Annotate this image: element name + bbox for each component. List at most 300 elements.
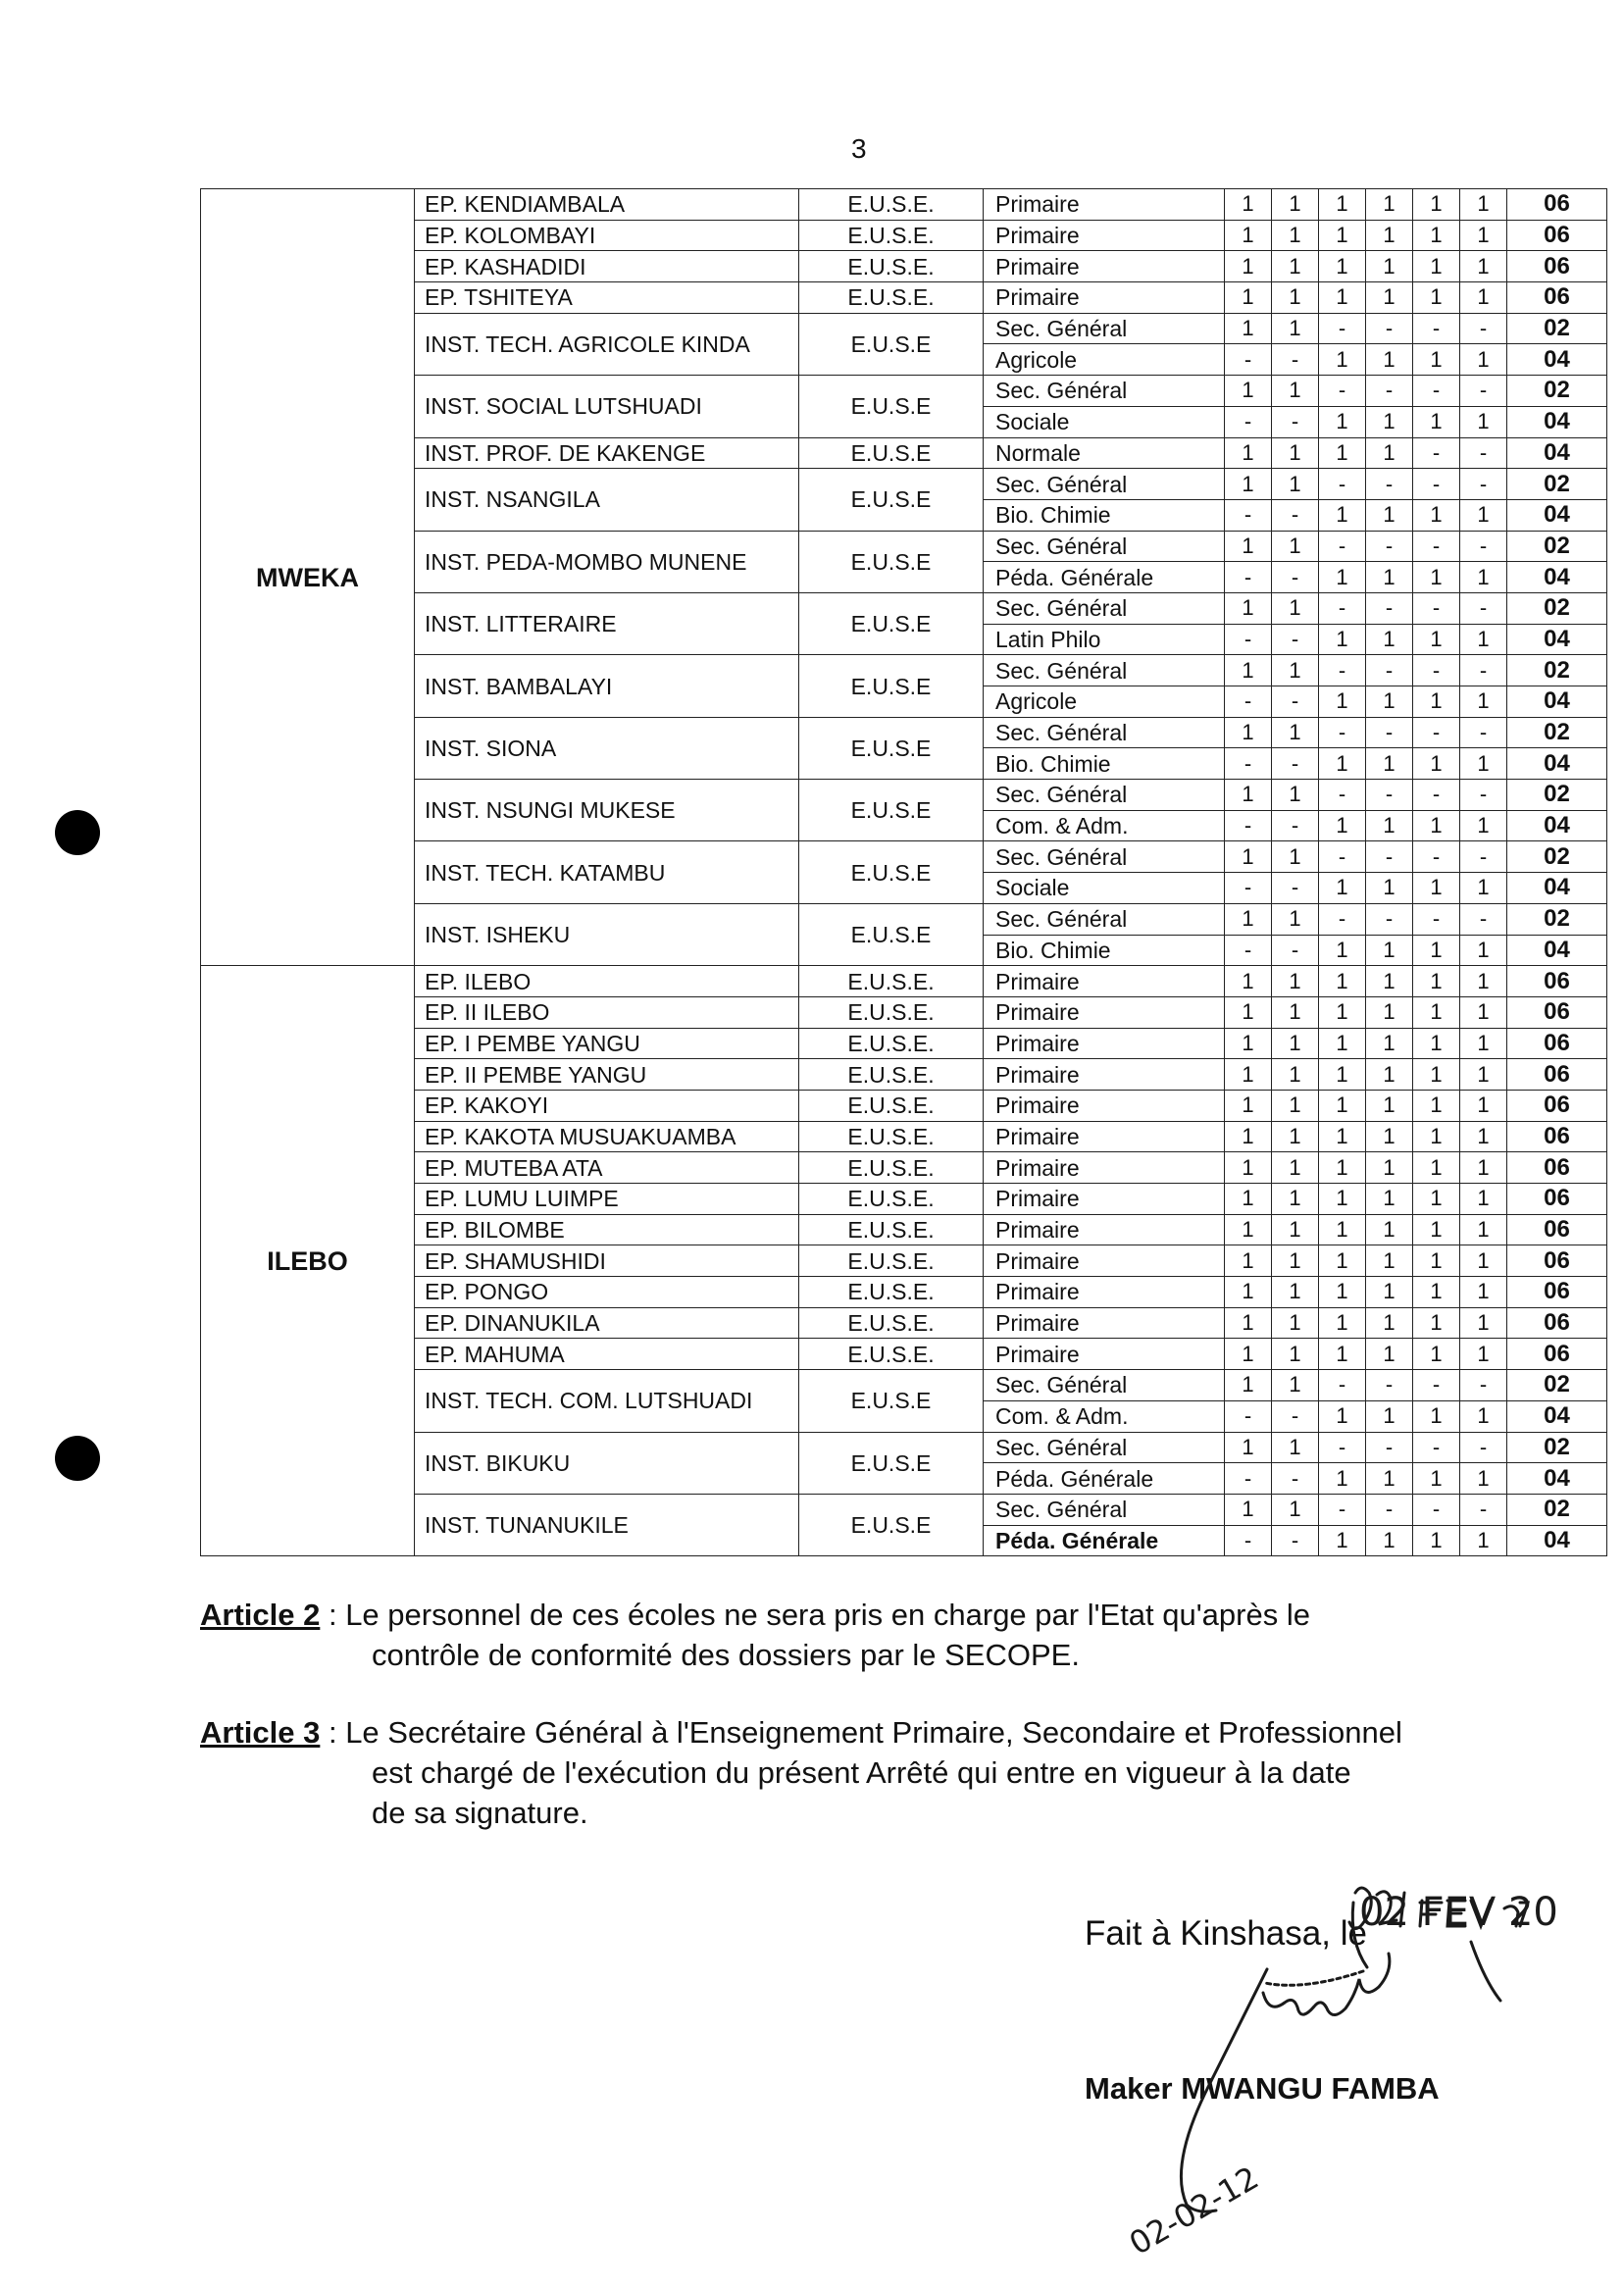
year-cell: 1 bbox=[1225, 1245, 1272, 1277]
article-label: Article 3 bbox=[200, 1715, 321, 1750]
school-name: EP. MAHUMA bbox=[415, 1339, 799, 1370]
year-cell: 1 bbox=[1272, 1059, 1319, 1091]
option-name: Primaire bbox=[984, 189, 1225, 221]
option-name: Primaire bbox=[984, 1214, 1225, 1245]
year-cell: 1 bbox=[1225, 313, 1272, 344]
year-cell: 1 bbox=[1460, 189, 1507, 221]
school-type: E.U.S.E bbox=[799, 592, 984, 654]
year-cell: 1 bbox=[1319, 1184, 1366, 1215]
school-type: E.U.S.E bbox=[799, 376, 984, 437]
year-cell: 1 bbox=[1225, 469, 1272, 500]
signature-date: 02-02-12 bbox=[1123, 2159, 1265, 2262]
option-name: Sociale bbox=[984, 873, 1225, 904]
year-cell: - bbox=[1413, 903, 1460, 935]
year-cell: 1 bbox=[1413, 1184, 1460, 1215]
article-text-rest: est chargé de l'exécution du présent Arrêté qui entre en vigueur à la date de sa signature. bbox=[372, 1755, 1351, 1830]
year-cell: - bbox=[1413, 437, 1460, 469]
year-cell: 1 bbox=[1272, 1277, 1319, 1308]
year-cell: - bbox=[1413, 841, 1460, 873]
school-type: E.U.S.E. bbox=[799, 1214, 984, 1245]
year-cell: - bbox=[1319, 531, 1366, 562]
year-cell: 1 bbox=[1319, 406, 1366, 437]
total-cell: 06 bbox=[1507, 996, 1607, 1028]
school-type: E.U.S.E bbox=[799, 531, 984, 592]
year-cell: 1 bbox=[1272, 1090, 1319, 1121]
school-type: E.U.S.E bbox=[799, 313, 984, 375]
year-cell: 1 bbox=[1413, 562, 1460, 593]
year-cell: 1 bbox=[1413, 1463, 1460, 1495]
year-cell: 1 bbox=[1460, 406, 1507, 437]
year-cell: 1 bbox=[1366, 996, 1413, 1028]
year-cell: 1 bbox=[1319, 624, 1366, 655]
year-cell: 1 bbox=[1460, 251, 1507, 282]
article-2: Article 2 : Le personnel de ces écoles ne sera pris en charge par l'Etat qu'après le contrôle de conformité des dossiers par le SECOPE. bbox=[200, 1595, 1548, 1675]
year-cell: 1 bbox=[1319, 282, 1366, 314]
year-cell: 1 bbox=[1413, 1059, 1460, 1091]
school-type: E.U.S.E. bbox=[799, 1245, 984, 1277]
year-cell: - bbox=[1413, 313, 1460, 344]
year-cell: 1 bbox=[1319, 1400, 1366, 1432]
option-name: Sec. Général bbox=[984, 376, 1225, 407]
total-cell: 06 bbox=[1507, 251, 1607, 282]
year-cell: 1 bbox=[1460, 1400, 1507, 1432]
school-type: E.U.S.E. bbox=[799, 1339, 984, 1370]
year-cell: 1 bbox=[1413, 935, 1460, 966]
punch-hole bbox=[55, 810, 100, 855]
option-name: Primaire bbox=[984, 1090, 1225, 1121]
year-cell: 1 bbox=[1225, 1307, 1272, 1339]
year-cell: 1 bbox=[1413, 282, 1460, 314]
year-cell: 1 bbox=[1460, 1152, 1507, 1184]
year-cell: 1 bbox=[1413, 748, 1460, 780]
year-cell: - bbox=[1272, 748, 1319, 780]
school-name: EP. KAKOTA MUSUAKUAMBA bbox=[415, 1121, 799, 1152]
year-cell: - bbox=[1460, 1370, 1507, 1401]
year-cell: - bbox=[1225, 748, 1272, 780]
year-cell: - bbox=[1225, 810, 1272, 841]
total-cell: 04 bbox=[1507, 1463, 1607, 1495]
year-cell: - bbox=[1272, 810, 1319, 841]
year-cell: - bbox=[1460, 717, 1507, 748]
option-name: Primaire bbox=[984, 1121, 1225, 1152]
year-cell: 1 bbox=[1225, 1090, 1272, 1121]
year-cell: 1 bbox=[1225, 1370, 1272, 1401]
school-type: E.U.S.E. bbox=[799, 282, 984, 314]
year-cell: - bbox=[1413, 1370, 1460, 1401]
year-cell: 1 bbox=[1272, 1028, 1319, 1059]
option-name: Com. & Adm. bbox=[984, 810, 1225, 841]
year-cell: 1 bbox=[1413, 1214, 1460, 1245]
year-cell: 1 bbox=[1225, 189, 1272, 221]
school-type: E.U.S.E bbox=[799, 717, 984, 779]
year-cell: 1 bbox=[1319, 1307, 1366, 1339]
year-cell: 1 bbox=[1366, 1525, 1413, 1556]
punch-hole bbox=[55, 1436, 100, 1481]
total-cell: 04 bbox=[1507, 344, 1607, 376]
year-cell: 1 bbox=[1225, 282, 1272, 314]
option-name: Latin Philo bbox=[984, 624, 1225, 655]
option-name: Primaire bbox=[984, 1152, 1225, 1184]
school-name: INST. ISHEKU bbox=[415, 903, 799, 965]
year-cell: - bbox=[1272, 1525, 1319, 1556]
option-name: Péda. Générale bbox=[984, 562, 1225, 593]
year-cell: - bbox=[1225, 873, 1272, 904]
year-cell: - bbox=[1319, 469, 1366, 500]
year-cell: 1 bbox=[1319, 1059, 1366, 1091]
school-name: EP. DINANUKILA bbox=[415, 1307, 799, 1339]
year-cell: 1 bbox=[1272, 592, 1319, 624]
total-cell: 02 bbox=[1507, 469, 1607, 500]
year-cell: 1 bbox=[1319, 935, 1366, 966]
year-cell: 1 bbox=[1413, 220, 1460, 251]
year-cell: 1 bbox=[1319, 1463, 1366, 1495]
total-cell: 02 bbox=[1507, 531, 1607, 562]
year-cell: 1 bbox=[1225, 1121, 1272, 1152]
year-cell: 1 bbox=[1413, 1339, 1460, 1370]
option-name: Péda. Générale bbox=[984, 1463, 1225, 1495]
year-cell: 1 bbox=[1272, 1121, 1319, 1152]
school-type: E.U.S.E bbox=[799, 841, 984, 903]
school-name: EP. KASHADIDI bbox=[415, 251, 799, 282]
school-type: E.U.S.E. bbox=[799, 251, 984, 282]
school-type: E.U.S.E. bbox=[799, 1028, 984, 1059]
year-cell: 1 bbox=[1272, 780, 1319, 811]
year-cell: 1 bbox=[1319, 437, 1366, 469]
year-cell: 1 bbox=[1319, 1090, 1366, 1121]
total-cell: 06 bbox=[1507, 1277, 1607, 1308]
total-cell: 04 bbox=[1507, 873, 1607, 904]
year-cell: 1 bbox=[1272, 903, 1319, 935]
total-cell: 04 bbox=[1507, 499, 1607, 531]
year-cell: 1 bbox=[1460, 1245, 1507, 1277]
school-type: E.U.S.E. bbox=[799, 1277, 984, 1308]
option-name: Bio. Chimie bbox=[984, 935, 1225, 966]
year-cell: 1 bbox=[1366, 1152, 1413, 1184]
year-cell: - bbox=[1319, 841, 1366, 873]
year-cell: 1 bbox=[1272, 1370, 1319, 1401]
year-cell: 1 bbox=[1366, 873, 1413, 904]
option-name: Sec. Général bbox=[984, 717, 1225, 748]
year-cell: 1 bbox=[1460, 996, 1507, 1028]
year-cell: 1 bbox=[1460, 935, 1507, 966]
year-cell: 1 bbox=[1366, 748, 1413, 780]
year-cell: - bbox=[1460, 780, 1507, 811]
year-cell: 1 bbox=[1460, 1184, 1507, 1215]
year-cell: 1 bbox=[1366, 1245, 1413, 1277]
year-cell: 1 bbox=[1460, 1090, 1507, 1121]
year-cell: - bbox=[1460, 437, 1507, 469]
school-name: EP. MUTEBA ATA bbox=[415, 1152, 799, 1184]
year-cell: 1 bbox=[1272, 313, 1319, 344]
year-cell: 1 bbox=[1413, 1245, 1460, 1277]
year-cell: - bbox=[1460, 655, 1507, 686]
school-name: EP. SHAMUSHIDI bbox=[415, 1245, 799, 1277]
year-cell: 1 bbox=[1366, 686, 1413, 718]
year-cell: 1 bbox=[1460, 686, 1507, 718]
year-cell: 1 bbox=[1319, 1277, 1366, 1308]
year-cell: - bbox=[1413, 1432, 1460, 1463]
school-name: EP. LUMU LUIMPE bbox=[415, 1184, 799, 1215]
option-name: Sec. Général bbox=[984, 841, 1225, 873]
year-cell: - bbox=[1460, 903, 1507, 935]
total-cell: 06 bbox=[1507, 220, 1607, 251]
school-type: E.U.S.E bbox=[799, 903, 984, 965]
total-cell: 02 bbox=[1507, 1432, 1607, 1463]
total-cell: 06 bbox=[1507, 1152, 1607, 1184]
year-cell: 1 bbox=[1366, 406, 1413, 437]
year-cell: - bbox=[1413, 531, 1460, 562]
year-cell: - bbox=[1319, 903, 1366, 935]
total-cell: 02 bbox=[1507, 313, 1607, 344]
option-name: Primaire bbox=[984, 282, 1225, 314]
year-cell: - bbox=[1272, 935, 1319, 966]
year-cell: 1 bbox=[1319, 1525, 1366, 1556]
year-cell: - bbox=[1366, 717, 1413, 748]
year-cell: 1 bbox=[1413, 1028, 1460, 1059]
year-cell: - bbox=[1366, 531, 1413, 562]
option-name: Primaire bbox=[984, 1245, 1225, 1277]
option-name: Sec. Général bbox=[984, 655, 1225, 686]
year-cell: 1 bbox=[1366, 1184, 1413, 1215]
year-cell: 1 bbox=[1272, 189, 1319, 221]
year-cell: 1 bbox=[1319, 1245, 1366, 1277]
year-cell: 1 bbox=[1366, 189, 1413, 221]
total-cell: 04 bbox=[1507, 935, 1607, 966]
year-cell: 1 bbox=[1366, 1307, 1413, 1339]
year-cell: 1 bbox=[1366, 1090, 1413, 1121]
year-cell: - bbox=[1413, 1494, 1460, 1525]
total-cell: 06 bbox=[1507, 1339, 1607, 1370]
year-cell: 1 bbox=[1366, 1214, 1413, 1245]
option-name: Sec. Général bbox=[984, 1370, 1225, 1401]
school-type: E.U.S.E. bbox=[799, 1121, 984, 1152]
year-cell: 1 bbox=[1225, 1339, 1272, 1370]
year-cell: 1 bbox=[1413, 966, 1460, 997]
article-text-first: Le personnel de ces écoles ne sera pris en charge par l'Etat qu'après le bbox=[345, 1598, 1310, 1632]
year-cell: 1 bbox=[1225, 903, 1272, 935]
handwritten-date: 02 FEV 20 bbox=[1359, 1890, 1558, 1935]
year-cell: 1 bbox=[1413, 1307, 1460, 1339]
year-cell: - bbox=[1272, 1463, 1319, 1495]
option-name: Sec. Général bbox=[984, 780, 1225, 811]
year-cell: 1 bbox=[1366, 344, 1413, 376]
year-cell: 1 bbox=[1413, 1121, 1460, 1152]
year-cell: 1 bbox=[1272, 655, 1319, 686]
year-cell: - bbox=[1272, 562, 1319, 593]
school-name: INST. TECH. KATAMBU bbox=[415, 841, 799, 903]
year-cell: 1 bbox=[1413, 1152, 1460, 1184]
year-cell: 1 bbox=[1272, 1307, 1319, 1339]
school-name: INST. PROF. DE KAKENGE bbox=[415, 437, 799, 469]
total-cell: 06 bbox=[1507, 1059, 1607, 1091]
total-cell: 04 bbox=[1507, 748, 1607, 780]
year-cell: 1 bbox=[1272, 282, 1319, 314]
option-name: Primaire bbox=[984, 1028, 1225, 1059]
year-cell: 1 bbox=[1319, 220, 1366, 251]
year-cell: - bbox=[1225, 686, 1272, 718]
year-cell: 1 bbox=[1319, 251, 1366, 282]
year-cell: 1 bbox=[1225, 1152, 1272, 1184]
total-cell: 04 bbox=[1507, 562, 1607, 593]
year-cell: - bbox=[1413, 592, 1460, 624]
year-cell: 1 bbox=[1366, 220, 1413, 251]
school-name: INST. NSANGILA bbox=[415, 469, 799, 531]
total-cell: 02 bbox=[1507, 1370, 1607, 1401]
year-cell: - bbox=[1413, 780, 1460, 811]
year-cell: 1 bbox=[1460, 873, 1507, 904]
school-type: E.U.S.E. bbox=[799, 1307, 984, 1339]
year-cell: 1 bbox=[1366, 1339, 1413, 1370]
year-cell: 1 bbox=[1225, 592, 1272, 624]
year-cell: 1 bbox=[1366, 810, 1413, 841]
option-name: Agricole bbox=[984, 686, 1225, 718]
year-cell: 1 bbox=[1460, 1214, 1507, 1245]
school-name: EP. BILOMBE bbox=[415, 1214, 799, 1245]
year-cell: 1 bbox=[1413, 873, 1460, 904]
year-cell: 1 bbox=[1413, 1400, 1460, 1432]
school-name: EP. II PEMBE YANGU bbox=[415, 1059, 799, 1091]
school-name: INST. SIONA bbox=[415, 717, 799, 779]
year-cell: 1 bbox=[1225, 1059, 1272, 1091]
school-name: INST. NSUNGI MUKESE bbox=[415, 780, 799, 841]
school-name: INST. LITTERAIRE bbox=[415, 592, 799, 654]
year-cell: - bbox=[1272, 1400, 1319, 1432]
year-cell: - bbox=[1272, 406, 1319, 437]
year-cell: 1 bbox=[1225, 966, 1272, 997]
year-cell: 1 bbox=[1225, 1494, 1272, 1525]
school-type: E.U.S.E bbox=[799, 469, 984, 531]
option-name: Primaire bbox=[984, 1339, 1225, 1370]
year-cell: - bbox=[1460, 376, 1507, 407]
total-cell: 04 bbox=[1507, 1400, 1607, 1432]
year-cell: 1 bbox=[1319, 344, 1366, 376]
table-row bbox=[201, 966, 1607, 997]
option-name: Sec. Général bbox=[984, 313, 1225, 344]
year-cell: - bbox=[1319, 592, 1366, 624]
year-cell: - bbox=[1225, 1463, 1272, 1495]
year-cell: 1 bbox=[1225, 531, 1272, 562]
year-cell: 1 bbox=[1460, 1307, 1507, 1339]
school-type: E.U.S.E. bbox=[799, 1184, 984, 1215]
year-cell: 1 bbox=[1319, 1152, 1366, 1184]
school-type: E.U.S.E. bbox=[799, 189, 984, 221]
total-cell: 06 bbox=[1507, 1028, 1607, 1059]
year-cell: - bbox=[1225, 624, 1272, 655]
district-name: MWEKA bbox=[201, 189, 415, 966]
total-cell: 06 bbox=[1507, 1214, 1607, 1245]
total-cell: 04 bbox=[1507, 406, 1607, 437]
year-cell: 1 bbox=[1225, 841, 1272, 873]
option-name: Primaire bbox=[984, 220, 1225, 251]
year-cell: 1 bbox=[1460, 810, 1507, 841]
year-cell: - bbox=[1319, 717, 1366, 748]
year-cell: - bbox=[1413, 469, 1460, 500]
total-cell: 02 bbox=[1507, 903, 1607, 935]
school-name: EP. KAKOYI bbox=[415, 1090, 799, 1121]
year-cell: - bbox=[1366, 313, 1413, 344]
year-cell: 1 bbox=[1225, 1184, 1272, 1215]
year-cell: 1 bbox=[1366, 562, 1413, 593]
year-cell: 1 bbox=[1413, 686, 1460, 718]
year-cell: 1 bbox=[1366, 499, 1413, 531]
school-name: INST. BIKUKU bbox=[415, 1432, 799, 1494]
year-cell: - bbox=[1272, 686, 1319, 718]
year-cell: 1 bbox=[1413, 624, 1460, 655]
year-cell: - bbox=[1319, 313, 1366, 344]
total-cell: 02 bbox=[1507, 780, 1607, 811]
year-cell: 1 bbox=[1413, 1090, 1460, 1121]
year-cell: - bbox=[1366, 1370, 1413, 1401]
year-cell: 1 bbox=[1366, 251, 1413, 282]
year-cell: - bbox=[1366, 376, 1413, 407]
year-cell: 1 bbox=[1460, 499, 1507, 531]
year-cell: 1 bbox=[1413, 1525, 1460, 1556]
year-cell: - bbox=[1366, 655, 1413, 686]
year-cell: 1 bbox=[1460, 1339, 1507, 1370]
table-row bbox=[201, 189, 1607, 221]
year-cell: 1 bbox=[1319, 1214, 1366, 1245]
year-cell: 1 bbox=[1272, 841, 1319, 873]
year-cell: - bbox=[1319, 655, 1366, 686]
option-name: Sec. Général bbox=[984, 469, 1225, 500]
year-cell: 1 bbox=[1319, 966, 1366, 997]
year-cell: 1 bbox=[1272, 531, 1319, 562]
option-name: Primaire bbox=[984, 966, 1225, 997]
year-cell: 1 bbox=[1272, 1339, 1319, 1370]
year-cell: 1 bbox=[1413, 406, 1460, 437]
year-cell: - bbox=[1366, 841, 1413, 873]
year-cell: 1 bbox=[1319, 686, 1366, 718]
total-cell: 06 bbox=[1507, 1121, 1607, 1152]
school-name: EP. II ILEBO bbox=[415, 996, 799, 1028]
year-cell: - bbox=[1366, 1494, 1413, 1525]
year-cell: - bbox=[1225, 562, 1272, 593]
school-name: EP. PONGO bbox=[415, 1277, 799, 1308]
year-cell: - bbox=[1413, 655, 1460, 686]
year-cell: 1 bbox=[1319, 189, 1366, 221]
year-cell: 1 bbox=[1272, 966, 1319, 997]
school-name: INST. TUNANUKILE bbox=[415, 1494, 799, 1555]
year-cell: 1 bbox=[1460, 1277, 1507, 1308]
total-cell: 06 bbox=[1507, 1245, 1607, 1277]
total-cell: 06 bbox=[1507, 189, 1607, 221]
year-cell: 1 bbox=[1413, 499, 1460, 531]
school-type: E.U.S.E bbox=[799, 437, 984, 469]
option-name: Com. & Adm. bbox=[984, 1400, 1225, 1432]
year-cell: 1 bbox=[1225, 376, 1272, 407]
year-cell: - bbox=[1366, 592, 1413, 624]
school-name: INST. PEDA-MOMBO MUNENE bbox=[415, 531, 799, 592]
article-3: Article 3 : Le Secrétaire Général à l'Enseignement Primaire, Secondaire et Professionnel est chargé de l'exécution du présent Arrêté qui entre en vigueur à la date de sa signature. bbox=[200, 1712, 1402, 1833]
school-type: E.U.S.E. bbox=[799, 1090, 984, 1121]
school-name: INST. SOCIAL LUTSHUADI bbox=[415, 376, 799, 437]
year-cell: 1 bbox=[1225, 1277, 1272, 1308]
total-cell: 04 bbox=[1507, 686, 1607, 718]
year-cell: 1 bbox=[1225, 220, 1272, 251]
school-type: E.U.S.E. bbox=[799, 996, 984, 1028]
year-cell: - bbox=[1225, 935, 1272, 966]
district-name: ILEBO bbox=[201, 966, 415, 1556]
year-cell: 1 bbox=[1366, 1059, 1413, 1091]
option-name: Agricole bbox=[984, 344, 1225, 376]
year-cell: 1 bbox=[1319, 996, 1366, 1028]
total-cell: 02 bbox=[1507, 376, 1607, 407]
year-cell: - bbox=[1413, 717, 1460, 748]
year-cell: 1 bbox=[1460, 1463, 1507, 1495]
option-name: Primaire bbox=[984, 1184, 1225, 1215]
year-cell: 1 bbox=[1460, 966, 1507, 997]
year-cell: - bbox=[1460, 592, 1507, 624]
